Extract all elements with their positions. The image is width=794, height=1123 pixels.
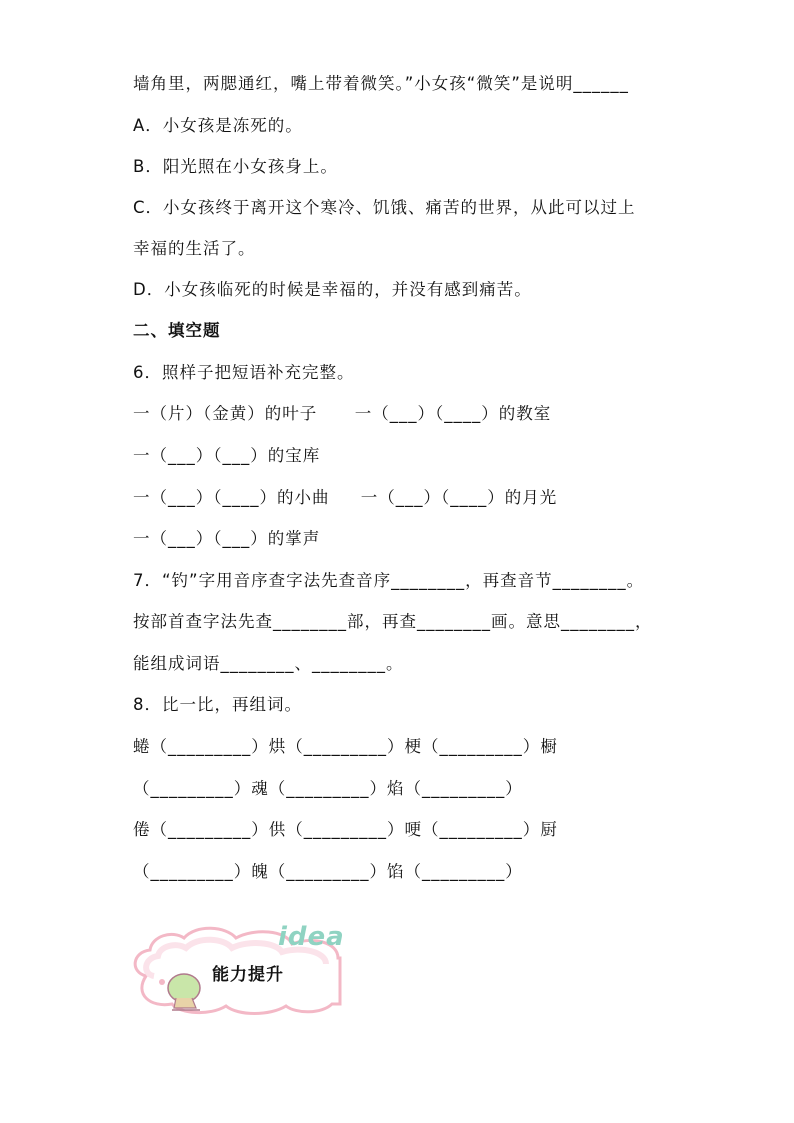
section-heading: 二、填空题 [133, 321, 221, 340]
badge-title: 能力提升 [212, 965, 284, 985]
option-a: A．小女孩是冻死的。 [133, 116, 303, 135]
question-6-title: 6．照样子把短语补充完整。 [133, 363, 355, 382]
idea-logo: idea [278, 922, 345, 952]
option-c-continued: 幸福的生活了。 [133, 239, 256, 258]
option-d: D．小女孩临死的时候是幸福的，并没有感到痛苦。 [133, 280, 532, 299]
phrase-line-2: 一（___）（___）的宝库 [133, 446, 321, 465]
question-5-stem-tail: 墙角里，两腮通红，嘴上带着微笑。”小女孩“微笑”是说明______ [133, 74, 629, 93]
option-c: C．小女孩终于离开这个寒冷、饥饿、痛苦的世界，从此可以过上 [133, 198, 636, 217]
question-7-line-3: 能组成词语________、________。 [133, 654, 404, 673]
compare-line-4: （_________）魄（_________）馅（_________） [133, 862, 523, 881]
phrase-line-4: 一（___）（___）的掌声 [133, 529, 321, 548]
ability-badge [126, 918, 416, 1018]
phrase-line-3: 一（___）（____）的小曲 一（___）（____）的月光 [133, 488, 558, 507]
question-7-line-1: 7．“钓”字用音序查字法先查音序________，再查音节________。 [133, 571, 645, 590]
option-b: B．阳光照在小女孩身上。 [133, 157, 338, 176]
question-8-title: 8．比一比，再组词。 [133, 695, 302, 714]
compare-line-2: （_________）魂（_________）焰（_________） [133, 779, 523, 798]
compare-line-3: 倦（_________）供（_________）哽（_________）厨 [133, 820, 558, 839]
question-7-line-2: 按部首查字法先查________部，再查________画。意思________， [133, 612, 653, 631]
phrase-line-1: 一（片）（金黄）的叶子 一（___）（____）的教室 [133, 404, 552, 423]
compare-line-1: 蜷（_________）烘（_________）梗（_________）橱 [133, 737, 558, 756]
